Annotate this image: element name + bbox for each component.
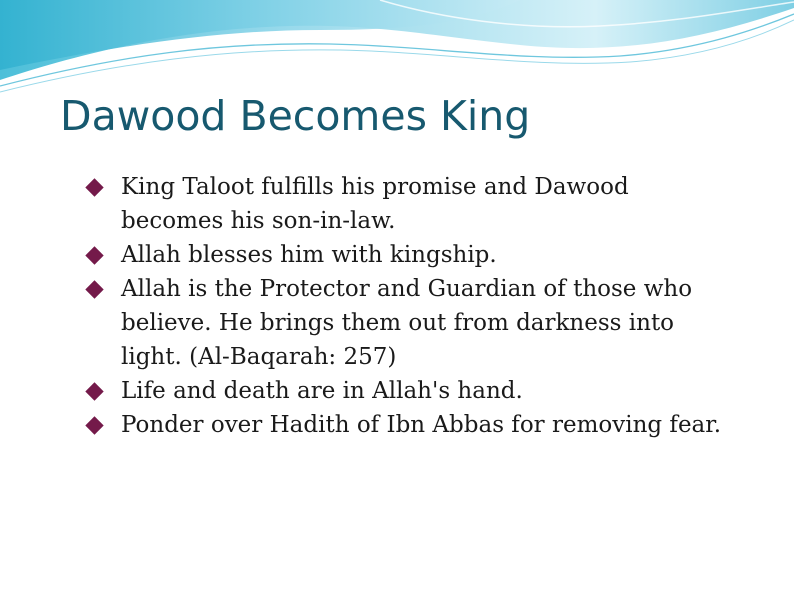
bullet-list [86,170,736,442]
slide-title: Dawood Becomes King [60,92,531,140]
bullet-item [86,272,736,374]
bullet-text: Allah blesses him with kingship. [121,242,497,268]
bullet-text: Life and death are in Allah's hand. [121,378,523,404]
diamond-bullet-icon [85,178,103,196]
bullet-text: King Taloot fulfills his promise and Dawood becomes his son-in-law. [121,174,629,234]
bullet-item [86,374,736,408]
diamond-bullet-icon [85,246,103,264]
bullet-item [86,408,736,442]
bullet-item [86,170,736,238]
diamond-bullet-icon [85,382,103,400]
decorative-wave-banner [0,0,794,95]
diamond-bullet-icon [85,280,103,298]
bullet-item [86,238,736,272]
diamond-bullet-icon [85,416,103,434]
bullet-text: Ponder over Hadith of Ibn Abbas for removing fear. [121,412,722,438]
bullet-text: Allah is the Protector and Guardian of those who believe. He brings them out from darkness into light. (Al-Baqarah: 257) [121,276,693,370]
